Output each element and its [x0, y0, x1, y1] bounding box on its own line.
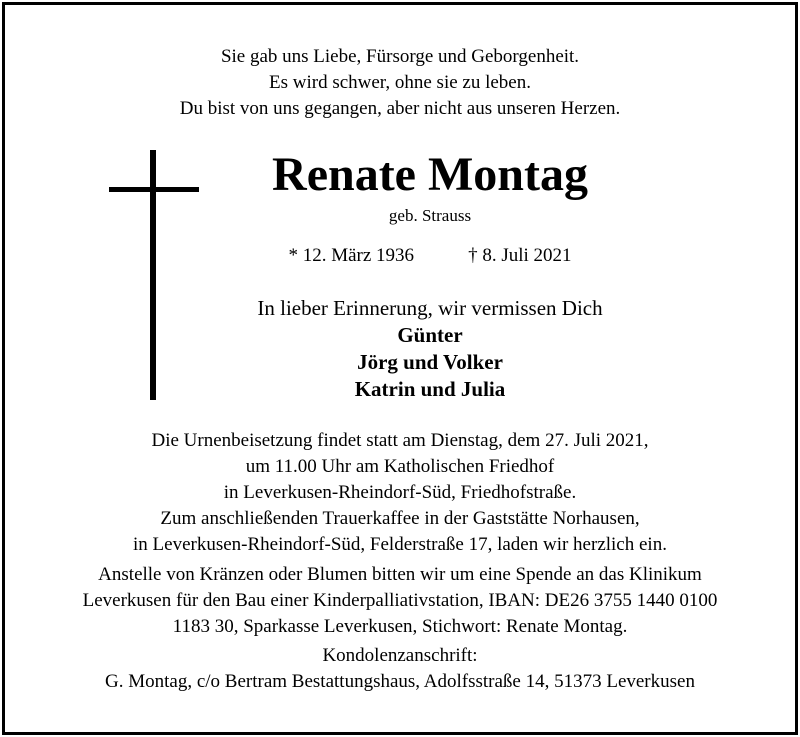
- funeral-line: in Leverkusen-Rheindorf-Süd, Friedhofstraße.: [223, 482, 577, 503]
- donation-line: Anstelle von Kränzen oder Blumen bitten wir um eine Spende an das Klinikum: [98, 564, 702, 585]
- funeral-line: in Leverkusen-Rheindorf-Süd, Felderstraße 17, laden wir herzlich ein.: [133, 534, 667, 555]
- mourner-name: Jörg und Volker: [357, 350, 503, 374]
- condolence-label: Kondolenzanschrift:: [322, 645, 478, 666]
- life-dates: [30, 243, 800, 269]
- motto-line: Du bist von uns gegangen, aber nicht aus unseren Herzen.: [179, 98, 621, 119]
- motto-line: Sie gab uns Liebe, Fürsorge und Geborgenheit.: [220, 46, 580, 67]
- mourner-name: Günter: [397, 323, 463, 347]
- condolence-address-line: G. Montag, c/o Bertram Bestattungshaus, Adolfsstraße 14, 51373 Leverkusen: [105, 671, 695, 692]
- mourners-section: [30, 295, 800, 403]
- mourner-name: Katrin und Julia: [354, 377, 506, 401]
- donation-line: Leverkusen für den Bau einer Kinderpalliativstation, IBAN: DE26 3755 1440 0100: [82, 590, 718, 611]
- funeral-line: Die Urnenbeisetzung findet statt am Dienstag, dem 27. Juli 2021,: [151, 430, 649, 451]
- death-date: † 8. Juli 2021: [468, 245, 572, 266]
- donation-line: 1183 30, Sparkasse Leverkusen, Stichwort: Renate Montag.: [172, 616, 628, 637]
- remembrance-intro: In lieber Erinnerung, wir vermissen Dich: [257, 296, 603, 320]
- motto-line: Es wird schwer, ohne sie zu leben.: [269, 72, 531, 93]
- motto-verse: [0, 44, 800, 122]
- funeral-line: um 11.00 Uhr am Katholischen Friedhof: [245, 456, 555, 477]
- condolence-address: [0, 643, 800, 695]
- funeral-line: Zum anschließenden Trauerkaffee in der Gaststätte Norhausen,: [160, 508, 640, 529]
- birth-date: * 12. März 1936: [288, 245, 415, 266]
- funeral-details: [0, 428, 800, 558]
- maiden-name: geb. Strauss: [388, 206, 472, 225]
- donation-request: [0, 562, 800, 640]
- deceased-name: Renate Montag: [272, 148, 588, 201]
